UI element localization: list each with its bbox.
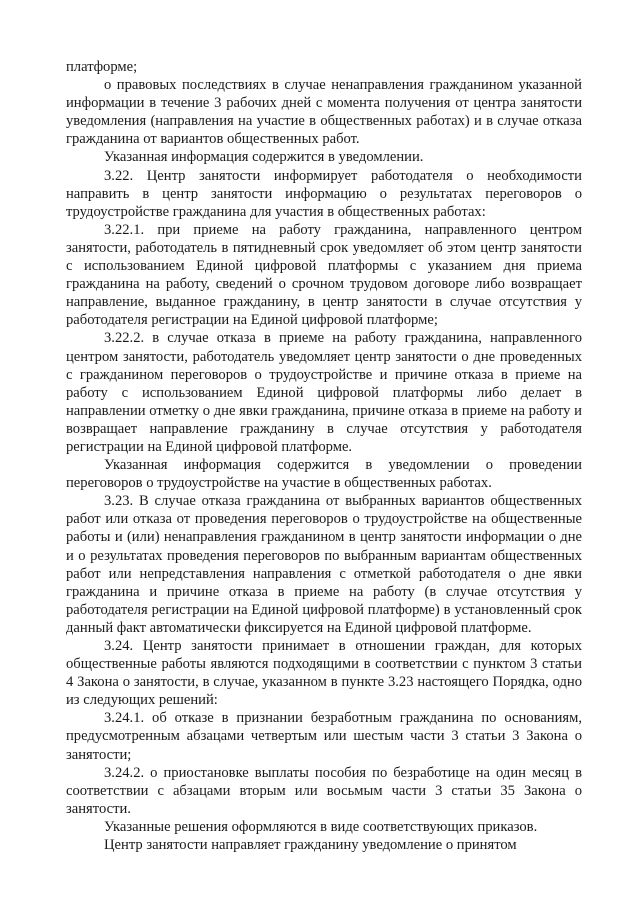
paragraph: 3.24.1. об отказе в признании безработным гражданина по основаниям, предусмотренным абзацами четвертым или шестым части 3 статьи 3 Закона о занятости;: [66, 710, 582, 763]
paragraph: Указанная информация содержится в уведомлении о проведении переговоров о трудоустройстве на участие в общественных работах.: [66, 457, 582, 492]
document-body: [66, 58, 582, 854]
paragraph: 3.22.1. при приеме на работу гражданина, направленного центром занятости, работодатель в пятидневный срок уведомляет об этом центр занятости с использованием Единой цифровой платформы с указанием дня приема гражданина на работу, сведений о срочном трудовом договоре либо возвращает направление, выданное гражданину, в центр занятости в случае отсутствия у работодателя регистрации на Единой цифровой платформе;: [66, 221, 582, 329]
paragraph: 3.24. Центр занятости принимает в отношении граждан, для которых общественные работы являются подходящими в соответствии с пунктом 3 статьи 4 Закона о занятости, в случае, указанном в пункте 3.23 настоящего Порядка, одно из следующих решений:: [66, 638, 582, 709]
paragraph: 3.22. Центр занятости информирует работодателя о необходимости направить в центр занятости информацию о результатах переговоров о трудоустройстве гражданина для участия в общественных работах:: [66, 167, 582, 220]
paragraph: 3.22.2. в случае отказа в приеме на работу гражданина, направленного центром занятости, работодатель уведомляет центр занятости о дне проведенных с гражданином переговоров о трудоустройстве и причине отказа в приеме на работу с использованием Единой цифровой платформы либо делает в направлении отметку о дне явки гражданина, причине отказа в приеме на работу и возвращает направление гражданину в случае отсутствия у работодателя регистрации на Единой цифровой платформе.: [66, 330, 582, 455]
paragraph: платформе;: [66, 59, 138, 75]
paragraph: 3.24.2. о приостановке выплаты пособия по безработице на один месяц в соответствии с абзацами вторым или восьмым части 3 статьи 35 Закона о занятости.: [66, 764, 582, 817]
paragraph: Указанные решения оформляются в виде соответствующих приказов.: [104, 818, 538, 835]
paragraph: 3.23. В случае отказа гражданина от выбранных вариантов общественных работ или отказа от проведения переговоров о трудоустройстве на общественные работы и (или) ненаправления гражданином в центр занятости информации о дне и о результатах проведения переговоров по выбранным вариантам общественных работ или непредставления направления с отметкой работодателя о дне явки гражданина и причине отказа в приеме на работу (в случае отсутствия у работодателя регистрации на Единой цифровой платформе) в установленный срок данный факт автоматически фиксируется на Единой цифровой платформе.: [66, 493, 582, 636]
paragraph: Центр занятости направляет гражданину уведомление о принятом: [104, 837, 517, 854]
paragraph: Указанная информация содержится в уведомлении.: [104, 149, 424, 166]
paragraph: о правовых последствиях в случае ненаправления гражданином указанной информации в течение 3 рабочих дней с момента получения от центра занятости уведомления (направления на участие в общественных работах) и в случае отказа гражданина от вариантов общественных работ.: [66, 77, 582, 148]
